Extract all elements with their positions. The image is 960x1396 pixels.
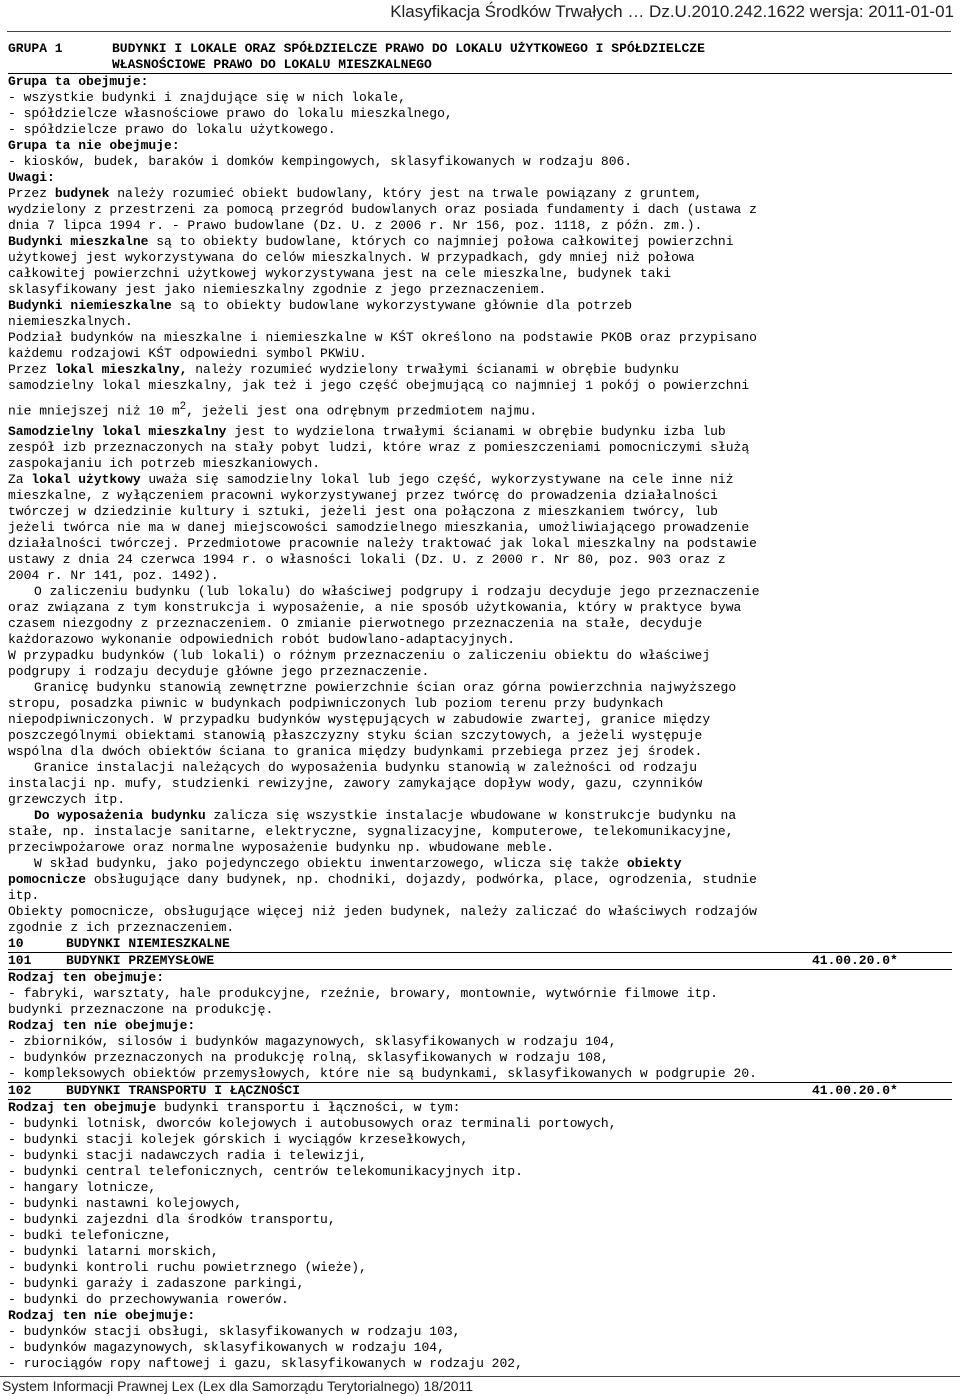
kind-title: BUDYNKI TRANSPORTU I ŁĄCZNOŚCI <box>66 1083 301 1099</box>
note-line: stropu, posadzka piwnic w budynkach podpiwniczonych lub poziom terenu przy budynkach <box>8 696 664 712</box>
list-item: - budynki central telefonicznych, centrów telekomunikacyjnych itp. <box>8 1164 523 1180</box>
note-line: 2004 r. Nr 141, poz. 1492). <box>8 568 219 584</box>
note-line: W przypadku budynków (lub lokali) o różnym przeznaczeniu o zaliczeniu obiektu do właściwej <box>8 648 711 664</box>
note-line: działalności twórczej. Przedmiotowe pracownie należy traktować jak lokal mieszkalny na podstawie <box>8 536 757 552</box>
group-title-line: WŁASNOŚCIOWE PRAWO DO LOKALU MIESZKALNEGO <box>112 57 432 72</box>
list-item: - budynków stacji obsługi, sklasyfikowanych w rodzaju 103, <box>8 1324 461 1340</box>
excludes-heading: Rodzaj ten nie obejmuje: <box>8 1308 196 1324</box>
list-item: - budki telefoniczne, <box>8 1228 172 1244</box>
note-line: grzewczych itp. <box>8 792 126 808</box>
page-footer: System Informacji Prawnej Lex (Lex dla Samorządu Terytorialnego) 18/2011 <box>2 1378 474 1394</box>
note-line: instalacji np. mufy, studzienki rewizyjne, zawory zamykające dopływ wody, gazu, czynników <box>8 776 703 792</box>
notes-heading: Uwagi: <box>8 170 55 185</box>
note-line: całkowitej powierzchni użytkowej wykorzystywana jest na cele mieszkalne, budynek taki <box>8 266 672 281</box>
includes-heading: Rodzaj ten obejmuje: <box>8 970 165 986</box>
note-line: Samodzielny lokal mieszkalny jest to wydzielona trwałymi ścianami w obrębie budynku izba lub <box>8 424 726 440</box>
kind-code: 101 <box>8 953 32 969</box>
note-line: mieszkalne, z wyłączeniem pracowni wykorzystywanej przez twórcę do prowadzenia działalności <box>8 488 718 504</box>
includes-heading: Rodzaj ten obejmuje budynki transportu i łączności, w tym: <box>8 1100 461 1116</box>
kind-title: BUDYNKI PRZEMYSŁOWE <box>66 953 215 969</box>
group-title <box>112 41 705 73</box>
note-line: Przez lokal mieszkalny, należy rozumieć wydzielony trwałymi ścianami w obrębie budynku <box>8 362 679 377</box>
list-item: - kiosków, budek, baraków i domków kempingowych, sklasyfikowanych w rodzaju 806. <box>8 154 633 169</box>
subgroup-code: 10 <box>8 936 24 952</box>
note-line: Granice instalacji należących do wyposażenia budynku stanowią w zależności od rodzaju <box>34 760 698 776</box>
note-line: Granicę budynku stanowią zewnętrzne powierzchnie ścian oraz górna powierzchnia najwyższego <box>34 680 737 696</box>
list-item: - budynków przeznaczonych na produkcję rolną, sklasyfikowanych w rodzaju 108, <box>8 1050 609 1066</box>
excludes-heading: Rodzaj ten nie obejmuje: <box>8 1018 196 1034</box>
note-line: czasem niezgodny z przeznaczeniem. O zmianie pierwotnego przeznaczenia na stałe, decyduje <box>8 616 703 632</box>
note-line: każdorazowo wykonanie odpowiednich robót budowlano-adaptacyjnych. <box>8 632 516 648</box>
group-heading <box>8 41 952 74</box>
note-line: nie mniejszej niż 10 $m^2$, jeżeli jest ona odrębnym przedmiotem najmu. <box>8 401 538 419</box>
note-line: każdemu rodzajowi KŚT odpowiedni symbol PKWiU. <box>8 346 367 361</box>
excludes-heading: Grupa ta nie obejmuje: <box>8 138 180 153</box>
note-line: Budynki mieszkalne są to obiekty budowlane, których co najmniej połowa całkowitej powierzchni <box>8 234 734 249</box>
note-line: sklasyfikowany jest jako niemieszkalny zgodnie z jego przeznaczeniem. <box>8 282 547 297</box>
note-line: Budynki niemieszkalne są to obiekty budowlane wykorzystywane głównie dla potrzeb <box>8 298 633 313</box>
list-item: - budynki latarni morskich, <box>8 1244 219 1260</box>
note-line: wspólna dla dwóch obiektów ściana to granica między budynkami przebiega przez jej środek. <box>8 744 703 760</box>
list-item: - budynki do przechowywania rowerów. <box>8 1292 289 1308</box>
note-line: Przez budynek należy rozumieć obiekt budowlany, który jest na trwale powiązany z gruntem, <box>8 186 703 201</box>
document-body <box>8 41 952 1372</box>
kind-heading <box>8 952 952 970</box>
list-item: - fabryki, warsztaty, hale produkcyjne, rzeźnie, browary, montownie, wytwórnie filmowe itp. <box>8 986 718 1002</box>
list-item: - budynki kontroli ruchu powietrznego (wieże), <box>8 1260 367 1276</box>
list-item: - rurociągów ropy naftowej i gazu, sklasyfikowanych w rodzaju 202, <box>8 1356 523 1372</box>
pkwiu-symbol: 41.00.20.0* <box>812 953 898 969</box>
note-line: podgrupy i rodzaju decyduje główne jego przeznaczenie. <box>8 664 430 680</box>
note-line: Podział budynków na mieszkalne i niemieszkalne w KŚT określono na podstawie PKOB oraz przypisano <box>8 330 757 345</box>
list-item: - budynki zajezdni dla środków transportu, <box>8 1212 336 1228</box>
note-line: zaspokajaniu ich potrzeb mieszkaniowych. <box>8 456 321 472</box>
list-item: - budynki stacji nadawczych radia i telewizji, <box>8 1148 367 1164</box>
list-item: - budynki nastawni kolejowych, <box>8 1196 243 1212</box>
note-line: twórczej w dziedzinie kultury i sztuki, jeżeli jest ona połączona z mieszkaniem twórcy, lub <box>8 504 718 520</box>
note-line: jeżeli twórca nie ma w danej miejscowości samodzielnego mieszkania, umożliwiającego prowadzenie <box>8 520 750 536</box>
note-line: W skład budynku, jako pojedynczego obiektu inwentarzowego, wlicza się także obiekty <box>34 856 682 872</box>
kind-heading <box>8 1082 952 1100</box>
list-item: - zbiorników, silosów i budynków magazynowych, sklasyfikowanych w rodzaju 104, <box>8 1034 617 1050</box>
note-line: O zaliczeniu budynku (lub lokalu) do właściwej podgrupy i rodzaju decyduje jego przeznaczenie <box>34 584 760 600</box>
note-line: stałe, np. instalacje sanitarne, elektryczne, sygnalizacyjne, komputerowe, telekomunikacyjne, <box>8 824 734 840</box>
list-item: - spółdzielcze własnościowe prawo do lokalu mieszkalnego, <box>8 106 453 121</box>
note-line: przeciwpożarowe oraz normalne wyposażenie budynku np. wbudowane meble. <box>8 840 555 856</box>
pkwiu-symbol: 41.00.20.0* <box>812 1083 898 1099</box>
subgroup-title: BUDYNKI NIEMIESZKALNE <box>66 936 230 952</box>
includes-heading: Grupa ta obejmuje: <box>8 74 149 89</box>
group-title-line: BUDYNKI I LOKALE ORAZ SPÓŁDZIELCZE PRAWO DO LOKALU UŻYTKOWEGO I SPÓŁDZIELCZE <box>112 41 705 56</box>
note-line: itp. <box>8 888 40 904</box>
list-item: - budynków magazynowych, sklasyfikowanych w rodzaju 104, <box>8 1340 445 1356</box>
note-line: zespół izb przeznaczonych na stały pobyt ludzi, które wraz z pomieszczeniami pomocniczymi służą <box>8 440 750 456</box>
list-item: - budynki lotnisk, dworców kolejowych i autobusowych oraz terminali portowych, <box>8 1116 617 1132</box>
note-line: użytkowej jest wykorzystywana do celów mieszkalnych. W przypadkach, gdy mniej niż połowa <box>8 250 695 265</box>
list-item: - kompleksowych obiektów przemysłowych, które nie są budynkami, sklasyfikowanych w podgrupie 20. <box>8 1066 757 1082</box>
note-line: Do wyposażenia budynku zalicza się wszystkie instalacje wbudowane w konstrukcje budynku na <box>34 808 737 824</box>
note-line: ustawy z dnia 24 czerwca 1994 r. o własności lokali (Dz. U. z 2000 r. Nr 80, poz. 903 oraz z <box>8 552 726 568</box>
header-divider <box>7 31 951 32</box>
note-line: poszczególnymi obiektami stanowią płaszczyzny styku ścian szczytowych, a jeżeli występuje <box>8 728 703 744</box>
note-line: oraz związana z tym konstrukcja i wyposażenie, a nie sposób użytkowania, który w praktyce bywa <box>8 600 742 616</box>
list-item: - budynki garaży i zadaszone parkingi, <box>8 1276 305 1292</box>
list-item: - wszystkie budynki i znajdujące się w nich lokale, <box>8 90 406 105</box>
kind-code: 102 <box>8 1083 32 1099</box>
list-item: - spółdzielcze prawo do lokalu użytkowego. <box>8 122 336 137</box>
note-line: wydzielony z przestrzeni za pomocą przegród budowlanych oraz posiada fundamenty i dach (ustawa z <box>8 202 757 217</box>
note-line: zgodnie z ich przeznaczeniem. <box>8 920 235 936</box>
group-code: GRUPA 1 <box>8 41 63 56</box>
footer-divider <box>0 1376 960 1377</box>
note-line: pomocnicze obsługujące dany budynek, np. chodniki, dojazdy, podwórka, place, ogrodzenia, studnie <box>8 872 757 888</box>
note-line: Obiekty pomocnicze, obsługujące więcej niż jeden budynek, należy zaliczać do właściwych rodzajów <box>8 904 757 920</box>
note-line: niemieszkalnych. <box>8 314 133 329</box>
subgroup-heading <box>8 936 952 952</box>
list-item: - budynki stacji kolejek górskich i wyciągów krzesełkowych, <box>8 1132 469 1148</box>
page-header: Klasyfikacja Środków Trwałych … Dz.U.2010.242.1622 wersja: 2011-01-01 <box>390 2 954 21</box>
list-item: budynki przeznaczone na produkcję. <box>8 1002 274 1018</box>
note-line: dnia 7 lipca 1994 r. - Prawo budowlane (Dz. U. z 2006 r. Nr 156, poz. 1118, z późn. zm.). <box>8 218 703 233</box>
note-line: samodzielny lokal mieszkalny, jak też i jego część obejmującą co najmniej 1 pokój o powierzchni <box>8 378 750 393</box>
note-line: niepodpiwniczonych. W przypadku budynków występujących w zabudowie zwartej, granice między <box>8 712 711 728</box>
list-item: - hangary lotnicze, <box>8 1180 157 1196</box>
note-line: Za lokal użytkowy uważa się samodzielny lokal lub jego część, wykorzystywane na cele inne niż <box>8 472 734 488</box>
